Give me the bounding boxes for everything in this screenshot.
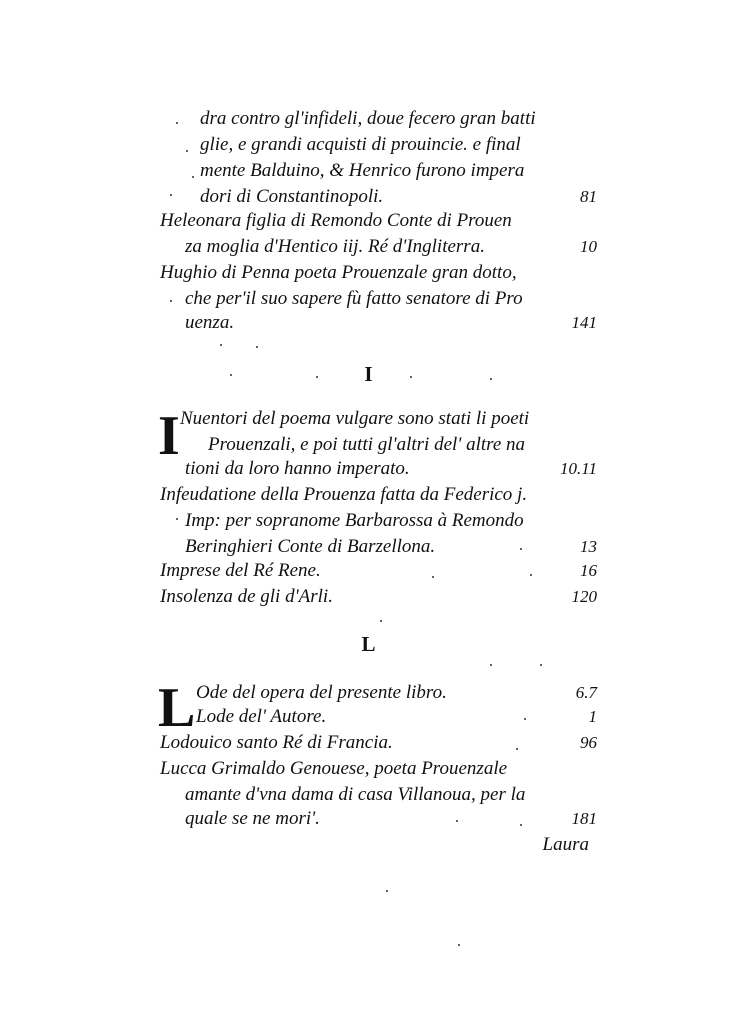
index-entry-line — [200, 108, 597, 134]
entry-text: Ode del opera del presente libro. — [196, 682, 447, 703]
entry-text: Imprese del Ré Rene. — [160, 560, 321, 581]
entry-text: Imp: per sopranome Barbarossa à Remondo — [185, 510, 524, 531]
scan-speck — [176, 122, 178, 124]
index-entry-line — [160, 732, 597, 758]
index-entry-line — [185, 808, 597, 834]
entry-text: dori di Constantinopoli. — [200, 186, 384, 207]
entry-page-number: 181 — [571, 809, 597, 828]
drop-capital-l: L — [158, 677, 196, 739]
entry-page-number: 81 — [580, 187, 597, 206]
entry-text: Infeudatione della Prouenza fatta da Federico j. — [160, 484, 528, 505]
entry-text: Prouenzali, e poi tutti gl'altri del' altre na — [208, 434, 526, 455]
index-entry-line — [200, 134, 597, 160]
scan-speck — [176, 518, 178, 520]
scan-speck — [386, 890, 388, 892]
entry-text: Lucca Grimaldo Genouese, poeta Prouenzale — [160, 758, 508, 779]
entry-page-number: 96 — [580, 733, 597, 752]
entry-page-number: 120 — [571, 587, 597, 606]
entry-page-number: 16 — [580, 561, 597, 580]
index-entry-line — [208, 434, 597, 460]
index-entry-line — [185, 288, 597, 314]
scan-speck — [458, 944, 460, 946]
index-entry-line — [160, 758, 597, 784]
entry-text: uenza. — [185, 312, 235, 333]
entry-page-number: 10.11 — [560, 459, 597, 478]
entry-text: quale se ne mori'. — [185, 808, 320, 829]
entry-page-number: 6.7 — [575, 683, 597, 702]
scan-speck — [256, 346, 258, 348]
index-entry-line — [185, 312, 597, 338]
index-entry-line — [160, 586, 597, 612]
scan-speck — [490, 664, 492, 666]
entry-text: Beringhieri Conte di Barzellona. — [185, 536, 436, 557]
index-entry-line — [196, 706, 597, 732]
entry-text: Insolenza de gli d'Arli. — [160, 586, 333, 607]
entry-text: glie, e grandi acquisti di prouincie. e final — [200, 134, 521, 155]
index-entry-line — [160, 560, 597, 586]
entry-text: Nuentori del poema vulgare sono stati li poeti — [180, 408, 530, 429]
entry-text: mente Balduino, & Henrico furono impera — [200, 160, 525, 181]
entry-page-number: 13 — [580, 537, 597, 556]
index-entry-line — [160, 210, 597, 236]
scan-speck — [520, 548, 522, 550]
scan-speck — [516, 748, 518, 750]
scan-speck — [490, 378, 492, 380]
entry-text: tioni da loro hanno imperato. — [185, 458, 410, 479]
scan-speck — [230, 374, 232, 376]
scan-speck — [380, 620, 382, 622]
scan-speck — [186, 150, 188, 152]
scan-speck — [540, 664, 542, 666]
index-entry-line — [200, 186, 597, 212]
scan-speck — [192, 176, 194, 178]
index-entry-line — [185, 536, 597, 562]
index-entry-line — [160, 262, 597, 288]
index-entry-line — [180, 408, 597, 434]
index-entry-line — [185, 458, 597, 484]
entry-text: Lodouico santo Ré di Francia. — [160, 732, 393, 753]
scan-speck — [170, 194, 172, 196]
entry-text: che per'il suo sapere fù fatto senatore di Pro — [185, 288, 523, 309]
entry-text: Hughio di Penna poeta Prouenzale gran dotto, — [160, 262, 517, 283]
entry-text: za moglia d'Hentico iij. Ré d'Ingliterra. — [185, 236, 485, 257]
section-letter-l: L — [361, 632, 376, 656]
catchword: Laura — [542, 834, 589, 855]
section-letter-i: I — [364, 362, 373, 386]
index-entry-line — [185, 784, 597, 810]
entry-text: Heleonara figlia di Remondo Conte di Prouen — [160, 210, 512, 231]
drop-capital-i: I — [158, 405, 180, 467]
scan-speck — [456, 820, 458, 822]
entry-page-number: 1 — [588, 707, 597, 726]
scan-speck — [410, 376, 412, 378]
scan-speck — [316, 376, 318, 378]
index-entry-line — [196, 682, 597, 708]
scan-speck — [530, 574, 532, 576]
scan-speck — [220, 344, 222, 346]
scan-speck — [524, 718, 526, 720]
index-entry-line — [185, 510, 597, 536]
entry-text: Lode del' Autore. — [196, 706, 327, 727]
entry-text: amante d'vna dama di casa Villanoua, per la — [185, 784, 526, 805]
scan-speck — [520, 824, 522, 826]
entry-page-number: 141 — [571, 313, 597, 332]
scan-speck — [170, 300, 172, 302]
index-entry-line — [200, 160, 597, 186]
scan-speck — [432, 576, 434, 578]
index-entry-line — [185, 236, 597, 262]
entry-page-number: 10 — [580, 237, 597, 256]
entry-text: dra contro gl'infideli, doue fecero gran batti — [200, 108, 536, 129]
index-entry-line — [160, 484, 597, 510]
